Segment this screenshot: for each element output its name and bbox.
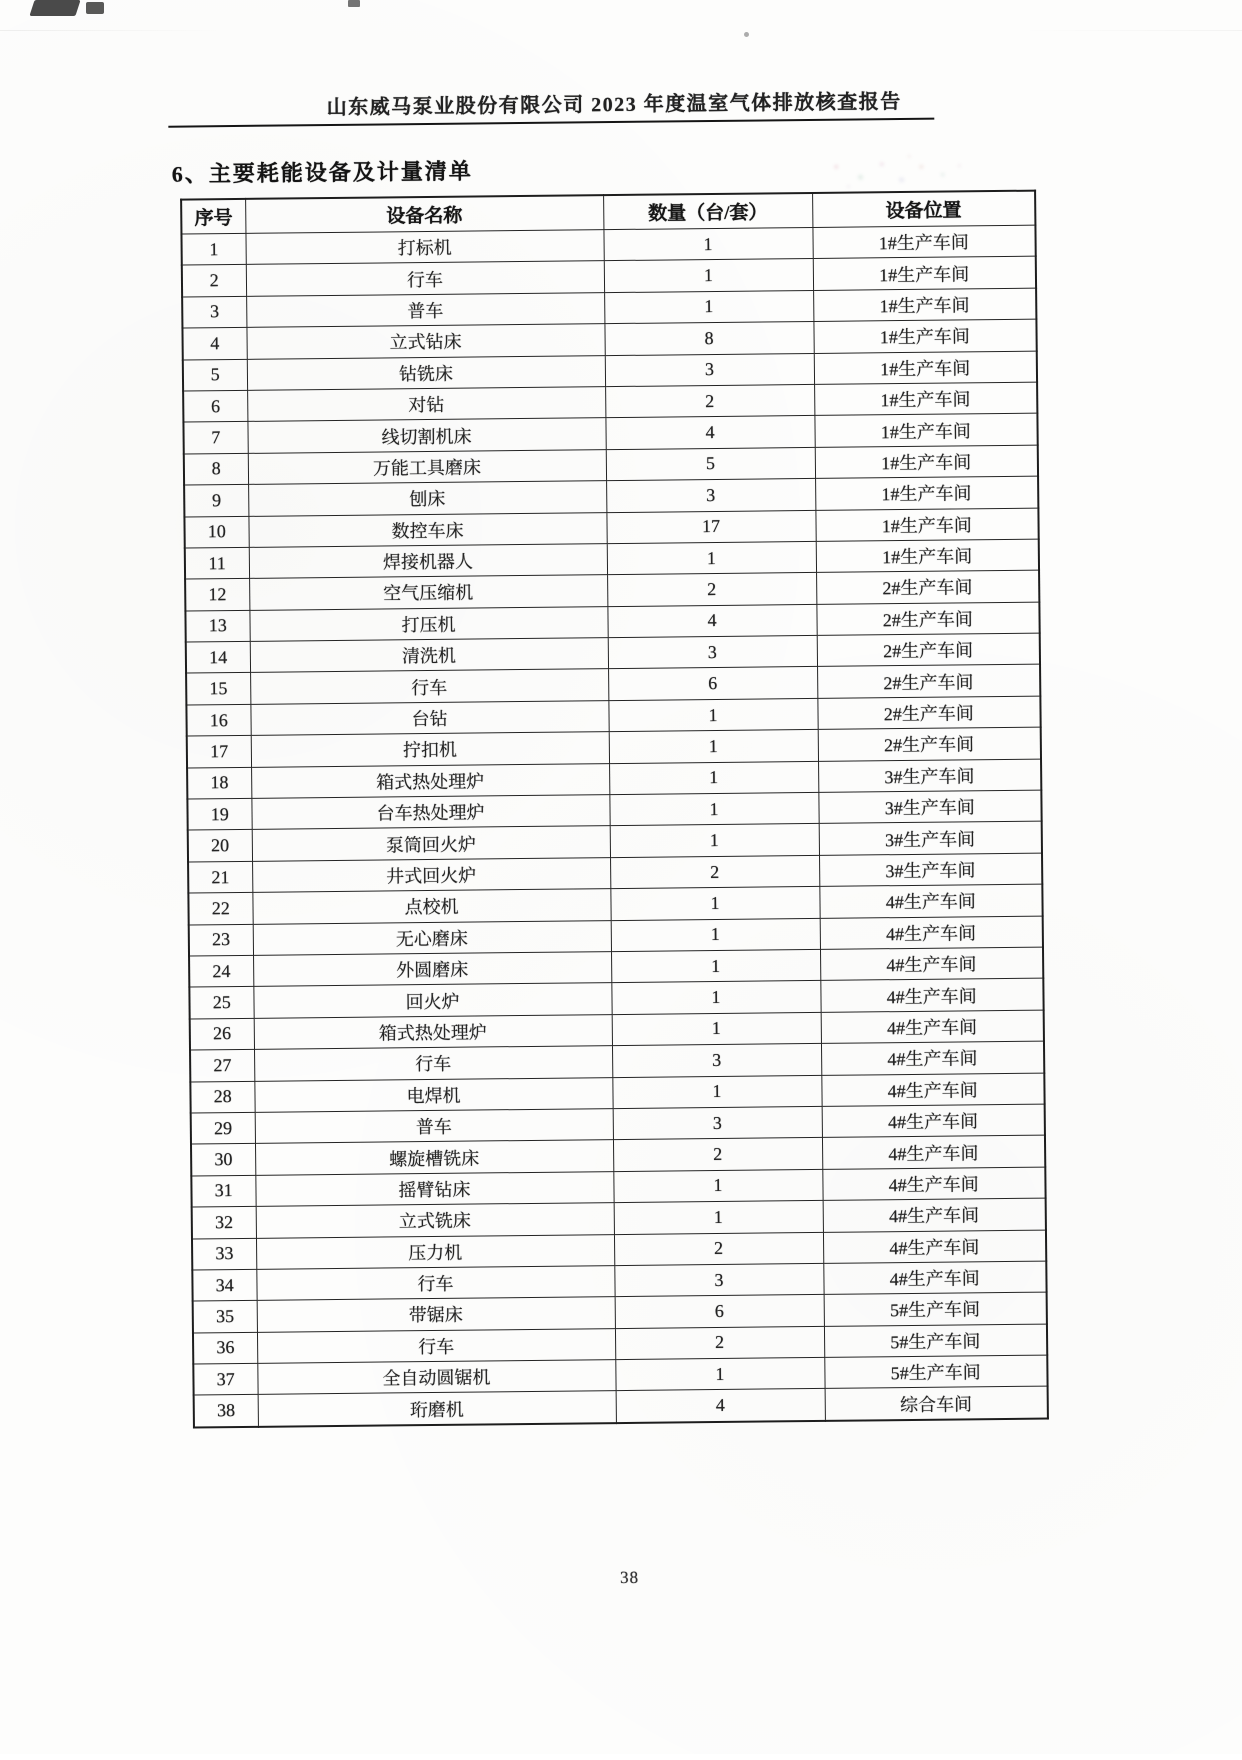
- cell-location: 4#生产车间: [820, 978, 1043, 1012]
- column-header: 序号: [181, 199, 245, 234]
- cell-serial-number: 18: [187, 767, 251, 799]
- cell-serial-number: 29: [191, 1112, 255, 1144]
- cell-serial-number: 3: [182, 296, 246, 328]
- cell-serial-number: 28: [190, 1081, 254, 1113]
- cell-location: 2#生产车间: [818, 727, 1041, 761]
- cell-location: 1#生产车间: [813, 288, 1036, 322]
- cell-equipment-name: 台车热处理炉: [251, 795, 609, 830]
- cell-quantity: 1: [611, 949, 820, 983]
- cell-location: 3#生产车间: [818, 790, 1041, 824]
- cell-serial-number: 23: [189, 924, 253, 956]
- cell-location: 1#生产车间: [813, 257, 1036, 291]
- cell-serial-number: 38: [194, 1395, 258, 1428]
- table-body: [181, 225, 1047, 1427]
- cell-quantity: 5: [606, 447, 815, 481]
- cell-location: 4#生产车间: [823, 1261, 1046, 1295]
- cell-quantity: 1: [613, 1169, 822, 1203]
- cell-quantity: 6: [615, 1295, 824, 1329]
- column-header: 设备位置: [812, 191, 1035, 228]
- cell-equipment-name: 台钻: [250, 700, 608, 735]
- column-header: 设备名称: [245, 195, 603, 233]
- cell-quantity: 1: [611, 981, 820, 1015]
- cell-location: 3#生产车间: [819, 853, 1042, 887]
- cell-equipment-name: 压力机: [256, 1234, 614, 1269]
- cell-quantity: 2: [613, 1138, 822, 1172]
- cell-equipment-name: 外圆磨床: [253, 952, 611, 987]
- cell-serial-number: 12: [185, 579, 249, 611]
- cell-equipment-name: 螺旋槽铣床: [255, 1140, 613, 1175]
- cell-location: 1#生产车间: [814, 351, 1037, 385]
- cell-location: 5#生产车间: [824, 1355, 1047, 1389]
- cell-serial-number: 32: [192, 1206, 256, 1238]
- cell-serial-number: 37: [193, 1363, 257, 1395]
- cell-location: 4#生产车间: [822, 1135, 1045, 1169]
- cell-location: 4#生产车间: [820, 947, 1043, 981]
- cell-serial-number: 11: [185, 547, 249, 579]
- cell-location: 2#生产车间: [817, 633, 1040, 667]
- cell-quantity: 1: [609, 730, 818, 764]
- cell-serial-number: 7: [183, 422, 247, 454]
- cell-location: 综合车间: [825, 1387, 1048, 1421]
- cell-equipment-name: 箱式热处理炉: [251, 763, 609, 798]
- cell-serial-number: 9: [184, 485, 248, 517]
- cell-quantity: 2: [607, 573, 816, 607]
- cell-location: 1#生产车间: [812, 225, 1035, 259]
- cell-location: 2#生产车间: [817, 665, 1040, 699]
- cell-location: 1#生产车间: [816, 539, 1039, 573]
- cell-quantity: 1: [603, 227, 812, 261]
- cell-equipment-name: 立式钻床: [246, 324, 604, 359]
- cell-serial-number: 13: [185, 610, 249, 642]
- cell-serial-number: 19: [187, 798, 251, 830]
- cell-equipment-name: 清洗机: [250, 638, 608, 673]
- cell-quantity: 1: [612, 1012, 821, 1046]
- cell-quantity: 2: [605, 384, 814, 418]
- cell-quantity: 1: [611, 918, 820, 952]
- cell-serial-number: 4: [182, 328, 246, 360]
- cell-quantity: 1: [614, 1201, 823, 1235]
- cell-serial-number: 20: [188, 830, 252, 862]
- cell-serial-number: 16: [186, 704, 250, 736]
- cell-equipment-name: 数控车床: [248, 512, 606, 547]
- cell-serial-number: 5: [183, 359, 247, 391]
- cell-serial-number: 8: [184, 453, 248, 485]
- cell-location: 2#生产车间: [817, 696, 1040, 730]
- cell-equipment-name: 打压机: [249, 606, 607, 641]
- cell-equipment-name: 刨床: [248, 481, 606, 516]
- cell-quantity: 8: [604, 322, 813, 356]
- cell-serial-number: 36: [193, 1332, 257, 1364]
- cell-location: 4#生产车间: [823, 1230, 1046, 1264]
- cell-quantity: 1: [608, 698, 817, 732]
- cell-serial-number: 22: [188, 893, 252, 925]
- cell-location: 4#生产车间: [821, 1073, 1044, 1107]
- cell-equipment-name: 行车: [254, 1046, 612, 1081]
- cell-serial-number: 1: [181, 233, 245, 265]
- cell-equipment-name: 井式回火炉: [252, 857, 610, 892]
- cell-location: 3#生产车间: [819, 822, 1042, 856]
- cell-equipment-name: 行车: [257, 1328, 615, 1363]
- cell-equipment-name: 回火炉: [253, 983, 611, 1018]
- cell-location: 4#生产车间: [819, 884, 1042, 918]
- cell-quantity: 3: [606, 479, 815, 513]
- cell-quantity: 1: [610, 887, 819, 921]
- cell-location: 1#生产车间: [815, 508, 1038, 542]
- cell-quantity: 1: [615, 1357, 824, 1391]
- cell-quantity: 1: [607, 541, 816, 575]
- cell-serial-number: 26: [190, 1018, 254, 1050]
- cell-equipment-name: 空气压缩机: [249, 575, 607, 610]
- cell-serial-number: 15: [186, 673, 250, 705]
- cell-equipment-name: 普车: [255, 1109, 613, 1144]
- cell-serial-number: 24: [189, 955, 253, 987]
- cell-equipment-name: 泵筒回火炉: [252, 826, 610, 861]
- cell-equipment-name: 行车: [250, 669, 608, 704]
- page-number: 38: [619, 1567, 640, 1588]
- cell-equipment-name: 行车: [256, 1265, 614, 1300]
- cell-equipment-name: 箱式热处理炉: [254, 1014, 612, 1049]
- cell-location: 4#生产车间: [823, 1198, 1046, 1232]
- cell-quantity: 3: [614, 1263, 823, 1297]
- cell-location: 4#生产车间: [821, 1010, 1044, 1044]
- cell-quantity: 3: [612, 1044, 821, 1078]
- cell-quantity: 3: [608, 636, 817, 670]
- cell-quantity: 1: [609, 792, 818, 826]
- cell-equipment-name: 打标机: [245, 230, 603, 265]
- cell-serial-number: 2: [182, 265, 246, 297]
- cell-location: 1#生产车间: [815, 476, 1038, 510]
- cell-location: 4#生产车间: [821, 1041, 1044, 1075]
- cell-serial-number: 10: [184, 516, 248, 548]
- cell-serial-number: 33: [192, 1238, 256, 1270]
- cell-equipment-name: 钻铣床: [247, 355, 605, 390]
- cell-location: 5#生产车间: [824, 1292, 1047, 1326]
- cell-equipment-name: 万能工具磨床: [248, 449, 606, 484]
- cell-equipment-name: 焊接机器人: [249, 544, 607, 579]
- cell-quantity: 4: [605, 416, 814, 450]
- cell-serial-number: 14: [186, 641, 250, 673]
- cell-serial-number: 27: [190, 1050, 254, 1082]
- section-title: 6、主要耗能设备及计量清单: [171, 158, 473, 187]
- cell-location: 2#生产车间: [816, 602, 1039, 636]
- cell-quantity: 2: [615, 1326, 824, 1360]
- cell-equipment-name: 无心磨床: [253, 920, 611, 955]
- cell-serial-number: 35: [193, 1301, 257, 1333]
- cell-equipment-name: 普车: [246, 292, 604, 327]
- cell-quantity: 1: [609, 761, 818, 795]
- cell-equipment-name: 行车: [246, 261, 604, 296]
- report-header-title: 山东威马泵业股份有限公司 2023 年度温室气体排放核查报告: [326, 91, 902, 120]
- cell-location: 5#生产车间: [824, 1324, 1047, 1358]
- cell-quantity: 1: [604, 290, 813, 324]
- cell-quantity: 3: [605, 353, 814, 387]
- cell-serial-number: 6: [183, 390, 247, 422]
- column-header: 数量（台/套）: [603, 193, 812, 230]
- cell-location: 1#生产车间: [815, 445, 1038, 479]
- cell-serial-number: 21: [188, 861, 252, 893]
- cell-location: 1#生产车间: [814, 382, 1037, 416]
- cell-equipment-name: 电焊机: [254, 1077, 612, 1112]
- cell-equipment-name: 全自动圆锯机: [257, 1360, 615, 1395]
- cell-serial-number: 30: [191, 1144, 255, 1176]
- cell-quantity: 3: [613, 1106, 822, 1140]
- cell-quantity: 4: [616, 1389, 825, 1423]
- cell-location: 1#生产车间: [813, 319, 1036, 353]
- cell-serial-number: 17: [187, 736, 251, 768]
- cell-serial-number: 31: [191, 1175, 255, 1207]
- cell-location: 4#生产车间: [822, 1167, 1045, 1201]
- cell-location: 2#生产车间: [816, 570, 1039, 604]
- cell-location: 3#生产车间: [818, 759, 1041, 793]
- cell-quantity: 6: [608, 667, 817, 701]
- cell-equipment-name: 珩磨机: [258, 1391, 616, 1427]
- cell-location: 1#生产车间: [814, 413, 1037, 447]
- cell-serial-number: 34: [192, 1269, 256, 1301]
- cell-serial-number: 25: [189, 987, 253, 1019]
- cell-quantity: 17: [606, 510, 815, 544]
- equipment-table: [180, 190, 1049, 1429]
- cell-location: 4#生产车间: [822, 1104, 1045, 1138]
- cell-equipment-name: 线切割机床: [247, 418, 605, 453]
- cell-quantity: 2: [610, 855, 819, 889]
- cell-quantity: 1: [604, 259, 813, 293]
- cell-quantity: 1: [612, 1075, 821, 1109]
- cell-location: 4#生产车间: [820, 916, 1043, 950]
- cell-quantity: 2: [614, 1232, 823, 1266]
- cell-equipment-name: 带锯床: [257, 1297, 615, 1332]
- cell-quantity: 4: [607, 604, 816, 638]
- cell-equipment-name: 对钻: [247, 387, 605, 422]
- cell-quantity: 1: [610, 824, 819, 858]
- cell-equipment-name: 拧扣机: [251, 732, 609, 767]
- cell-equipment-name: 摇臂钻床: [255, 1171, 613, 1206]
- cell-equipment-name: 点校机: [252, 889, 610, 924]
- cell-equipment-name: 立式铣床: [256, 1203, 614, 1238]
